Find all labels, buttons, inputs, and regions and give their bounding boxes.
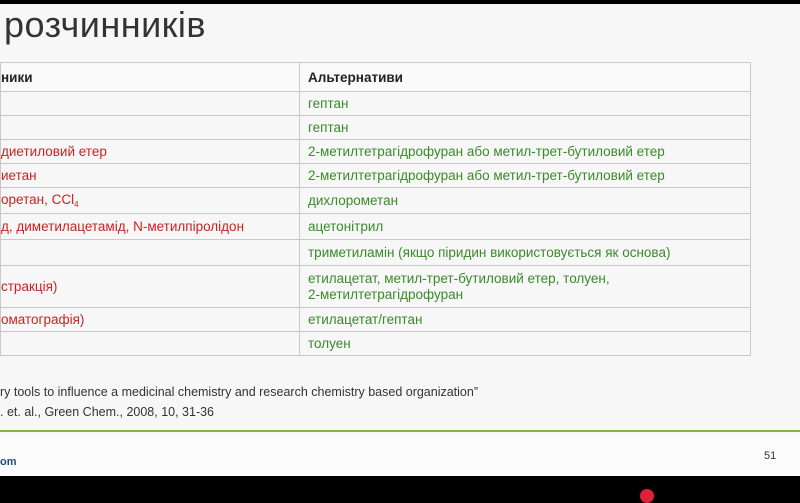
- table-row: [1, 332, 751, 356]
- original-cell: д, диметилацетамід, N-метилпіролідон: [1, 214, 300, 240]
- original-cell: [1, 332, 300, 356]
- original-cell: диетиловий етер: [1, 140, 300, 164]
- solvents-table: [0, 62, 751, 356]
- footer-bar: [0, 434, 800, 476]
- footer-site: om: [0, 456, 17, 468]
- original-cell: иетан: [1, 164, 300, 188]
- alternative-cell: 2-метилтетрагідрофуран або метил-трет-бутиловий етер: [300, 140, 751, 164]
- table-row: [1, 140, 751, 164]
- alternative-line: 2-метилтетрагідрофуран: [308, 286, 464, 302]
- alternative-line: етилацетат, метил-трет-бутиловий етер, толуен,: [308, 270, 610, 286]
- original-subscript: 4: [74, 200, 79, 209]
- table-row: [1, 308, 751, 332]
- alternative-cell: [300, 266, 751, 308]
- alternative-cell: гептан: [300, 116, 751, 140]
- table-row: [1, 164, 751, 188]
- table-row: [1, 92, 751, 116]
- record-indicator-icon: [640, 489, 654, 503]
- original-text: оретан, CCl: [1, 192, 75, 207]
- footnote-line: ry tools to influence a medicinal chemistry and research chemistry based organization”: [0, 385, 479, 399]
- alternative-cell: дихлорометан: [300, 188, 751, 214]
- header-original: ники: [1, 63, 300, 92]
- table-row: [1, 240, 751, 266]
- table-row: [1, 214, 751, 240]
- alternative-cell: толуен: [300, 332, 751, 356]
- table-header-row: [1, 63, 751, 92]
- alternative-cell: етилацетат/гептан: [300, 308, 751, 332]
- alternative-cell: 2-метилтетрагідрофуран або метил-трет-бутиловий етер: [300, 164, 751, 188]
- table-row: [1, 188, 751, 214]
- footnote-line: . et. al., Green Chem., 2008, 10, 31-36: [0, 405, 215, 419]
- slide: [0, 4, 800, 476]
- original-cell: [1, 92, 300, 116]
- original-cell: стракція): [1, 266, 300, 308]
- alternative-cell: гептан: [300, 92, 751, 116]
- footer-divider: [0, 430, 800, 432]
- page-number: 51: [764, 450, 777, 462]
- solvents-table-wrap: [0, 62, 751, 356]
- original-cell: оматографія): [1, 308, 300, 332]
- table-row: [1, 266, 751, 308]
- header-alternatives: Альтернативи: [300, 63, 751, 92]
- table-row: [1, 116, 751, 140]
- original-cell: [1, 188, 300, 214]
- original-cell: [1, 116, 300, 140]
- alternative-cell: ацетонітрил: [300, 214, 751, 240]
- slide-title: розчинників: [4, 4, 207, 45]
- footnote: [0, 382, 478, 422]
- original-cell: [1, 240, 300, 266]
- alternative-cell: триметиламін (якщо піридин використовується як основа): [300, 240, 751, 266]
